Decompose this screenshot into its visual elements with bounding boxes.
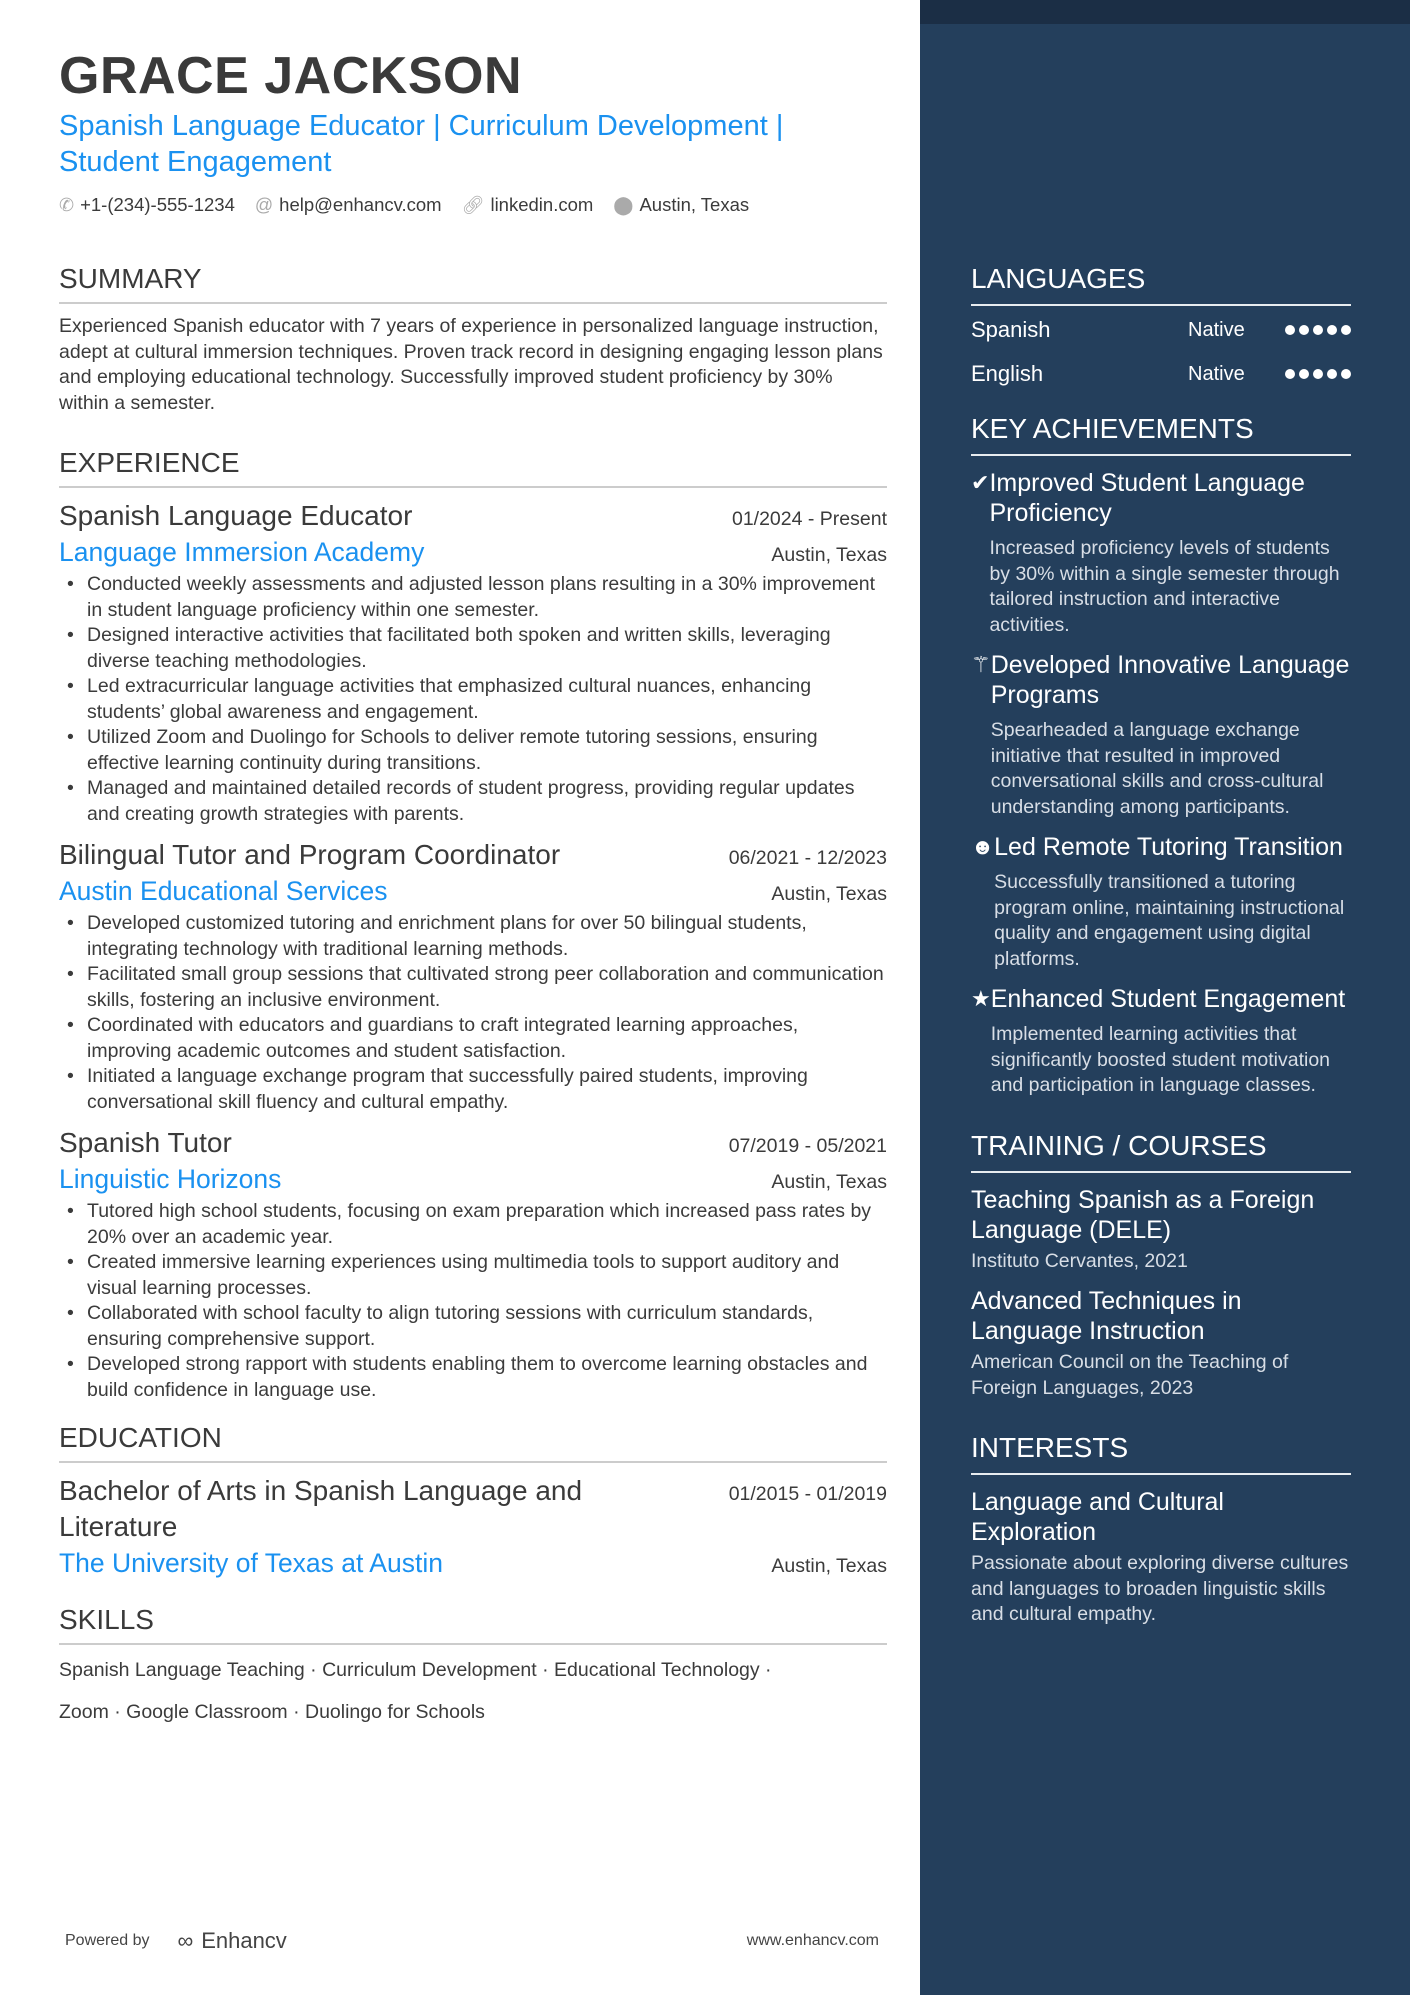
job-location: Austin, Texas: [771, 883, 887, 905]
level-dots: [1285, 369, 1351, 379]
phone-text: +1-(234)-555-1234: [80, 194, 235, 215]
job-location: Austin, Texas: [771, 1171, 887, 1193]
degree: Bachelor of Arts in Spanish Language and Literature: [59, 1475, 583, 1542]
achievement-desc: Increased proficiency levels of students by 30% within a single semester through tailored instruction and interactive activities.: [989, 537, 1340, 636]
language-item: [971, 308, 1351, 352]
course-title: Advanced Techniques in Language Instruction: [971, 1287, 1242, 1345]
course-item: [971, 1286, 1351, 1401]
school: The University of Texas at Austin: [59, 1548, 443, 1578]
interest-item: [971, 1487, 1351, 1628]
company-name: Austin Educational Services: [59, 876, 388, 906]
infinity-heart-icon: ∞: [177, 1928, 194, 1953]
education-location: Austin, Texas: [771, 1555, 887, 1577]
achievement-item: [971, 832, 1351, 972]
contact-email[interactable]: [255, 194, 442, 216]
level-dot: [1299, 325, 1309, 335]
section-heading: SUMMARY: [59, 262, 887, 304]
job-bullet: • Conducted weekly assessments and adjusted lesson plans resulting in a 30% improvement in student language proficiency within one semester.: [59, 572, 887, 623]
course-provider: American Council on the Teaching of Foreign Languages, 2023: [971, 1351, 1289, 1399]
section-heading: LANGUAGES: [971, 262, 1351, 306]
link-icon: 🔗︎: [461, 194, 485, 215]
job-bullets: [59, 572, 887, 827]
email-text: help@enhancv.com: [279, 194, 442, 215]
head-icon: ☻: [971, 834, 995, 859]
contact-link[interactable]: [462, 194, 594, 216]
language-level: Native: [1188, 363, 1245, 385]
powered-by: Powered by: [65, 1932, 150, 1949]
job-bullet: • Collaborated with school faculty to align tutoring sessions with curriculum standards, ensuring comprehensive support.: [59, 1301, 887, 1352]
course-provider: Instituto Cervantes, 2021: [971, 1249, 1188, 1272]
candidate-name: GRACE JACKSON: [59, 47, 522, 105]
job-title: Spanish Language Educator: [59, 500, 413, 531]
job-entry: [59, 1125, 887, 1403]
magic-wand-icon: ⚚: [971, 652, 991, 677]
website-link[interactable]: www.enhancv.com: [746, 1932, 879, 1949]
job-title: Spanish Tutor: [59, 1127, 232, 1158]
level-dot: [1327, 325, 1337, 335]
education-entry: [59, 1473, 887, 1581]
at-icon: @: [254, 194, 274, 215]
contact-bar: [59, 194, 887, 216]
job-entry: [59, 837, 887, 1115]
level-dot: [1313, 325, 1323, 335]
level-dot: [1285, 325, 1295, 335]
section-heading: TRAINING / COURSES: [971, 1129, 1351, 1173]
education-date: 01/2015 - 01/2019: [728, 1483, 887, 1505]
job-location: Austin, Texas: [771, 544, 887, 566]
skills-line: Zoom · Google Classroom · Duolingo for Schools: [59, 1701, 485, 1723]
phone-icon: ✆: [59, 194, 75, 215]
achievement-title: Developed Innovative Language Programs: [990, 651, 1350, 709]
job-bullet: • Managed and maintained detailed records of student progress, providing regular updates and creating growth strategies with parents.: [59, 776, 887, 827]
company-name: Language Immersion Academy: [59, 537, 425, 567]
location-icon: ⬤: [613, 194, 634, 215]
job-bullets: [59, 911, 887, 1115]
headline: Spanish Language Educator | Curriculum Development | Student Engagement: [59, 110, 784, 178]
achievement-item: [971, 468, 1351, 638]
main-column: [59, 46, 887, 1733]
job-bullet: • Initiated a language exchange program that successfully paired students, improving conversational skill fluency and cultural empathy.: [59, 1064, 887, 1115]
achievement-item: [971, 650, 1351, 820]
contact-phone[interactable]: [59, 194, 235, 216]
level-dots: [1285, 325, 1351, 335]
job-title: Bilingual Tutor and Program Coordinator: [59, 839, 561, 870]
achievement-desc: Spearheaded a language exchange initiative that resulted in improved conversational skills and cross-cultural understanding among participants.: [990, 719, 1324, 818]
sidebar: [920, 0, 1410, 1995]
job-bullet: • Facilitated small group sessions that cultivated strong peer collaboration and communication skills, fostering an inclusive environment.: [59, 962, 887, 1013]
summary-section: [59, 262, 887, 416]
achievement-title: Led Remote Tutoring Transition: [994, 833, 1343, 861]
language-level: Native: [1188, 319, 1245, 341]
job-date: 07/2019 - 05/2021: [728, 1135, 887, 1157]
job-date: 06/2021 - 12/2023: [728, 847, 887, 869]
enhancv-logo[interactable]: [178, 1928, 287, 1954]
check-icon: ✔: [971, 470, 990, 495]
experience-section: [59, 446, 887, 1403]
company-name: Linguistic Horizons: [59, 1164, 282, 1194]
job-bullets: [59, 1199, 887, 1403]
job-bullet: • Led extracurricular language activities that emphasized cultural nuances, enhancing students’ global awareness and engagement.: [59, 674, 887, 725]
course-item: [971, 1185, 1351, 1275]
job-entry: [59, 498, 887, 827]
level-dot: [1341, 369, 1351, 379]
achievement-title: Enhanced Student Engagement: [990, 985, 1346, 1013]
job-bullet: • Tutored high school students, focusing on exam preparation which increased pass rates by 20% over an academic year.: [59, 1199, 887, 1250]
skills-line: Spanish Language Teaching · Curriculum Development · Educational Technology ·: [59, 1659, 772, 1681]
interest-title: Language and Cultural Exploration: [971, 1488, 1224, 1546]
skills-list: [59, 1649, 887, 1733]
job-bullet: • Utilized Zoom and Duolingo for Schools to deliver remote tutoring sessions, ensuring effective learning continuity during transitions.: [59, 725, 887, 776]
level-dot: [1285, 369, 1295, 379]
level-dot: [1341, 325, 1351, 335]
education-section: [59, 1421, 887, 1581]
achievement-title: Improved Student Language Proficiency: [989, 469, 1305, 527]
link-text: linkedin.com: [490, 194, 594, 215]
sidebar-content: [971, 262, 1351, 1628]
level-dot: [1313, 369, 1323, 379]
achievement-desc: Implemented learning activities that significantly boosted student motivation and participation in language classes.: [990, 1023, 1331, 1096]
star-icon: ★: [971, 986, 991, 1011]
brand-name: Enhancv: [201, 1928, 287, 1953]
contact-location: [613, 194, 749, 216]
sidebar-top-band: [920, 0, 1410, 24]
language-item: [971, 352, 1351, 396]
section-heading: EXPERIENCE: [59, 446, 887, 488]
job-bullet: • Coordinated with educators and guardians to craft integrated learning approaches, improving academic outcomes and student satisfaction.: [59, 1013, 887, 1064]
skills-section: [59, 1603, 887, 1733]
job-bullet: • Created immersive learning experiences using multimedia tools to support auditory and visual learning processes.: [59, 1250, 887, 1301]
level-dot: [1327, 369, 1337, 379]
course-title: Teaching Spanish as a Foreign Language (DELE): [971, 1185, 1315, 1244]
location-text: Austin, Texas: [639, 194, 750, 215]
language-name: English: [971, 361, 1044, 386]
job-bullet: • Developed customized tutoring and enrichment plans for over 50 bilingual students, integrating technology with traditional learning methods.: [59, 911, 887, 962]
job-bullet: • Designed interactive activities that facilitated both spoken and written skills, leveraging diverse teaching methodologies.: [59, 623, 887, 674]
job-date: 01/2024 - Present: [731, 508, 887, 530]
language-name: Spanish: [971, 317, 1051, 342]
level-dot: [1299, 369, 1309, 379]
section-heading: INTERESTS: [971, 1431, 1351, 1475]
summary-text: Experienced Spanish educator with 7 years of experience in personalized language instruction, adept at cultural immersion techniques. Proven track record in designing engaging lesson plans and employing educational technology. Successfully improved student proficiency by 30% within a semester.: [59, 315, 883, 414]
footer: [65, 1928, 879, 1954]
achievement-item: [971, 984, 1351, 1099]
section-heading: KEY ACHIEVEMENTS: [971, 412, 1351, 456]
section-heading: EDUCATION: [59, 1421, 887, 1463]
achievement-desc: Successfully transitioned a tutoring program online, maintaining instructional quality and engagement using digital platforms.: [994, 871, 1345, 970]
section-heading: SKILLS: [59, 1603, 887, 1645]
interest-desc: Passionate about exploring diverse cultures and languages to broaden linguistic skills and cultural empathy.: [971, 1552, 1349, 1625]
job-bullet: • Developed strong rapport with students enabling them to overcome learning obstacles and build confidence in language use.: [59, 1352, 887, 1403]
